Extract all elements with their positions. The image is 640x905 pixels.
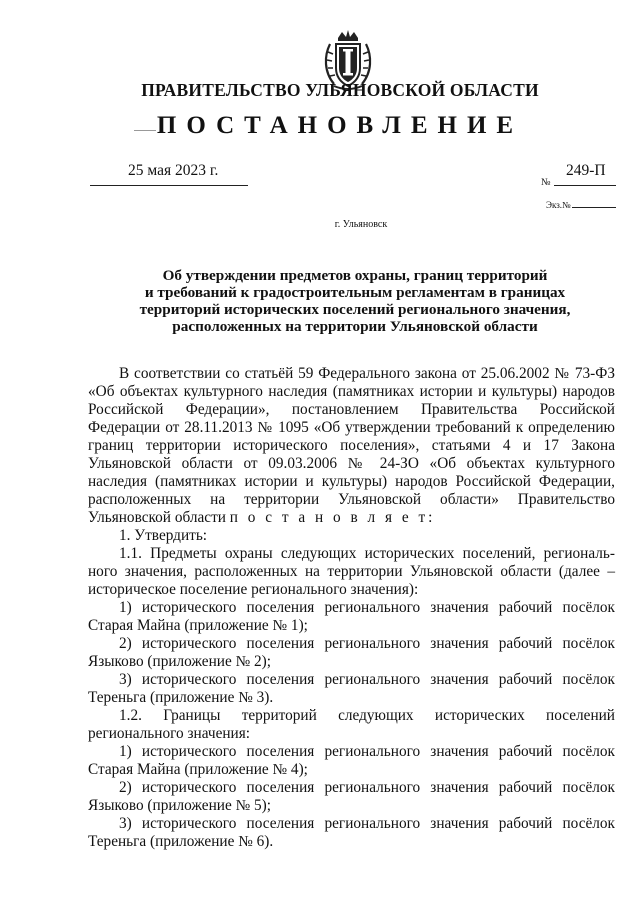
heading-line: территорий исторических поселений регионального значения, bbox=[139, 301, 571, 318]
list-item: 2) исторического поселения регионального значения рабочий посёлок Языково (приложение № 2); bbox=[88, 635, 615, 670]
heading-line: и требований к градостроительным регламентам в границах bbox=[144, 284, 566, 301]
list-item: 1) исторического поселения регионального значения рабочий посёлок Старая Майна (приложение № 4); bbox=[88, 743, 615, 778]
document-type: ПОСТАНОВЛЕНИЕ bbox=[156, 112, 524, 139]
document-body bbox=[88, 365, 615, 851]
number-sign: № bbox=[541, 177, 551, 188]
preamble-text: В соответствии со статьёй 59 Федерального закона от 25.06.2002 № 73-ФЗ «Об объектах культурного наследия (памятниках истории и культуры) народов Российской Федерации», постановлением Правительства Российской Федерации от 28.11.2013 № 1095 «Об утверждении требований к определению границ территории исторического поселения», статьями 4 и 17 Закона Ульяновской области от 09.03.2006 № 24-ЗО «Об объектах культурного наследия (памятниках истории и культуры) народов Российской Федерации, расположенных на территории Ульяновской области» Правительство Ульяновской области bbox=[88, 365, 615, 526]
item-1: 1. Утвердить: bbox=[119, 527, 208, 544]
date-underline bbox=[90, 185, 248, 186]
resolves-text: п о с т а н о в л я е т: bbox=[229, 509, 436, 526]
heading-line: Об утверждении предметов охраны, границ территорий bbox=[162, 267, 548, 284]
heading-line: расположенных на территории Ульяновской области bbox=[172, 318, 538, 335]
number-underline bbox=[554, 185, 616, 186]
government-title: ПРАВИТЕЛЬСТВО УЛЬЯНОВСКОЙ ОБЛАСТИ bbox=[141, 80, 539, 100]
document-date: 25 мая 2023 г. bbox=[128, 162, 219, 179]
copy-number-underline bbox=[572, 207, 616, 208]
city-label: г. Ульяновск bbox=[334, 219, 388, 230]
item-1-2: 1.2. Границы территорий следующих исторических поселений регионального значения: bbox=[88, 707, 615, 742]
list-item: 1) исторического поселения регионального значения рабочий посёлок Старая Майна (приложение № 1); bbox=[88, 599, 615, 634]
preamble-paragraph bbox=[88, 365, 615, 527]
list-item: 2) исторического поселения регионального значения рабочий посёлок Языково (приложение № 5); bbox=[88, 779, 615, 814]
list-item: 3) исторического поселения регионального значения рабочий посёлок Тереньга (приложение № 3). bbox=[88, 671, 615, 706]
list-item: 3) исторического поселения регионального значения рабочий посёлок Тереньга (приложение № 6). bbox=[88, 815, 615, 850]
item-1-1: 1.1. Предметы охраны следующих исторических поселений, региональ-ного значения, расположенных на территории Ульяновской области (далее – историческое поселение регионального значения): bbox=[88, 545, 615, 598]
copy-number-label: Экз.№ bbox=[546, 200, 571, 210]
document-heading bbox=[110, 267, 600, 335]
document-number: 249-П bbox=[566, 162, 606, 179]
